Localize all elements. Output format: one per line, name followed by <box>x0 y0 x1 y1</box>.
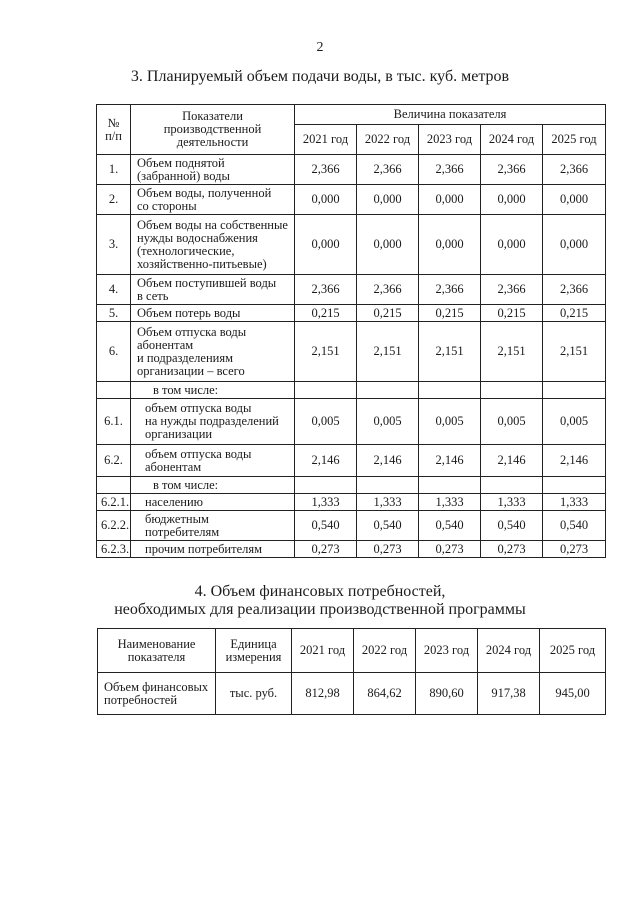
table-row <box>97 155 606 185</box>
value-cell <box>357 477 419 494</box>
value-cell: 2,151 <box>419 322 481 382</box>
table-row <box>97 215 606 275</box>
value-cell: 0,000 <box>295 185 357 215</box>
value-cell: 812,98 <box>292 673 354 715</box>
value-cell: 2,146 <box>419 445 481 477</box>
value-cell: 890,60 <box>416 673 478 715</box>
header-name: Наименование показателя <box>98 629 216 673</box>
value-cell: 0,540 <box>419 511 481 541</box>
row-label: населению <box>131 494 295 511</box>
value-cell: 0,000 <box>295 215 357 275</box>
table-row <box>97 322 606 382</box>
value-cell: 0,273 <box>295 541 357 558</box>
value-cell: 2,366 <box>419 155 481 185</box>
row-number: 6.2.2. <box>97 511 131 541</box>
table-row <box>97 541 606 558</box>
table-row <box>97 477 606 494</box>
value-cell: 1,333 <box>481 494 543 511</box>
year-header: 2023 год <box>419 125 481 155</box>
row-unit: тыс. руб. <box>216 673 292 715</box>
value-cell: 0,215 <box>419 305 481 322</box>
row-label: объем отпуска воды на нужды подразделений организации <box>131 399 295 445</box>
table-row <box>97 399 606 445</box>
row-label: Объем воды, полученной со стороны <box>131 185 295 215</box>
header-num: № п/п <box>97 105 131 155</box>
table-row <box>97 494 606 511</box>
value-cell: 2,366 <box>543 275 606 305</box>
row-number: 4. <box>97 275 131 305</box>
table-row <box>97 445 606 477</box>
year-header: 2023 год <box>416 629 478 673</box>
value-cell: 0,215 <box>543 305 606 322</box>
value-cell: 2,366 <box>295 155 357 185</box>
row-number <box>97 477 131 494</box>
value-cell <box>543 382 606 399</box>
value-cell: 0,273 <box>419 541 481 558</box>
value-cell <box>481 382 543 399</box>
table-row <box>97 185 606 215</box>
row-label: бюджетным потребителям <box>131 511 295 541</box>
value-cell: 2,366 <box>357 155 419 185</box>
value-cell: 0,273 <box>481 541 543 558</box>
value-cell: 0,005 <box>481 399 543 445</box>
value-cell: 2,146 <box>357 445 419 477</box>
value-cell: 0,000 <box>543 185 606 215</box>
value-cell: 0,215 <box>357 305 419 322</box>
row-number: 6.2. <box>97 445 131 477</box>
value-cell <box>295 477 357 494</box>
value-cell: 2,366 <box>419 275 481 305</box>
row-label: Объем финансовых потребностей <box>98 673 216 715</box>
table-row <box>97 305 606 322</box>
row-label: объем отпуска воды абонентам <box>131 445 295 477</box>
year-header: 2025 год <box>543 125 606 155</box>
value-cell: 0,000 <box>419 215 481 275</box>
value-cell: 2,366 <box>481 275 543 305</box>
value-cell: 2,146 <box>543 445 606 477</box>
value-cell: 0,000 <box>481 215 543 275</box>
value-cell: 0,000 <box>419 185 481 215</box>
value-cell: 2,151 <box>543 322 606 382</box>
value-cell: 0,000 <box>357 185 419 215</box>
row-number: 1. <box>97 155 131 185</box>
value-cell: 0,215 <box>481 305 543 322</box>
row-number: 2. <box>97 185 131 215</box>
value-cell <box>419 382 481 399</box>
value-cell: 2,151 <box>357 322 419 382</box>
value-cell: 945,00 <box>540 673 606 715</box>
year-header: 2022 год <box>357 125 419 155</box>
row-number: 6. <box>97 322 131 382</box>
row-number <box>97 382 131 399</box>
value-cell: 0,005 <box>419 399 481 445</box>
value-cell: 2,151 <box>481 322 543 382</box>
value-cell: 2,366 <box>543 155 606 185</box>
header-value: Величина показателя <box>295 105 606 125</box>
row-label: прочим потребителям <box>131 541 295 558</box>
table-row <box>97 382 606 399</box>
value-cell: 0,540 <box>295 511 357 541</box>
value-cell: 0,540 <box>357 511 419 541</box>
value-cell: 864,62 <box>354 673 416 715</box>
value-cell: 0,215 <box>295 305 357 322</box>
row-label: Объем поднятой (забранной) воды <box>131 155 295 185</box>
value-cell: 1,333 <box>357 494 419 511</box>
header-unit: Единица измерения <box>216 629 292 673</box>
value-cell: 0,005 <box>357 399 419 445</box>
value-cell: 0,540 <box>481 511 543 541</box>
year-header: 2025 год <box>540 629 606 673</box>
value-cell: 2,146 <box>295 445 357 477</box>
value-cell: 0,273 <box>543 541 606 558</box>
table-row <box>97 511 606 541</box>
section-3-title: 3. Планируемый объем подачи воды, в тыс. куб. метров <box>130 68 510 85</box>
value-cell: 0,540 <box>543 511 606 541</box>
value-cell: 2,366 <box>295 275 357 305</box>
row-number: 5. <box>97 305 131 322</box>
value-cell: 2,366 <box>481 155 543 185</box>
value-cell: 917,38 <box>478 673 540 715</box>
year-header: 2021 год <box>295 125 357 155</box>
value-cell <box>543 477 606 494</box>
row-label: Объем отпуска воды абонентам и подразделениям организации – всего <box>131 322 295 382</box>
row-label: в том числе: <box>131 382 295 399</box>
row-label: Объем воды на собственные нужды водоснабжения (технологические, хозяйственно-питьевые) <box>131 215 295 275</box>
water-supply-table <box>96 104 606 558</box>
value-cell: 2,146 <box>481 445 543 477</box>
value-cell <box>357 382 419 399</box>
year-header: 2022 год <box>354 629 416 673</box>
row-number: 6.2.3. <box>97 541 131 558</box>
value-cell: 1,333 <box>295 494 357 511</box>
value-cell: 2,151 <box>295 322 357 382</box>
section-4-title: 4. Объем финансовых потребностей, необходимых для реализации производственной программы <box>114 583 526 618</box>
value-cell <box>295 382 357 399</box>
value-cell: 0,273 <box>357 541 419 558</box>
value-cell: 0,000 <box>481 185 543 215</box>
row-number: 6.2.1. <box>97 494 131 511</box>
year-header: 2024 год <box>478 629 540 673</box>
page-number: 2 <box>316 40 324 55</box>
row-label: в том числе: <box>131 477 295 494</box>
table-row <box>97 275 606 305</box>
row-label: Объем поступившей воды в сеть <box>131 275 295 305</box>
year-header: 2021 год <box>292 629 354 673</box>
row-number: 6.1. <box>97 399 131 445</box>
value-cell: 0,000 <box>357 215 419 275</box>
financial-needs-table <box>97 628 606 715</box>
row-label: Объем потерь воды <box>131 305 295 322</box>
value-cell: 0,000 <box>543 215 606 275</box>
header-indicators: Показатели производственной деятельности <box>131 105 295 155</box>
value-cell: 1,333 <box>419 494 481 511</box>
value-cell: 2,366 <box>357 275 419 305</box>
value-cell: 1,333 <box>543 494 606 511</box>
year-header: 2024 год <box>481 125 543 155</box>
value-cell: 0,005 <box>295 399 357 445</box>
value-cell <box>481 477 543 494</box>
value-cell <box>419 477 481 494</box>
row-number: 3. <box>97 215 131 275</box>
value-cell: 0,005 <box>543 399 606 445</box>
